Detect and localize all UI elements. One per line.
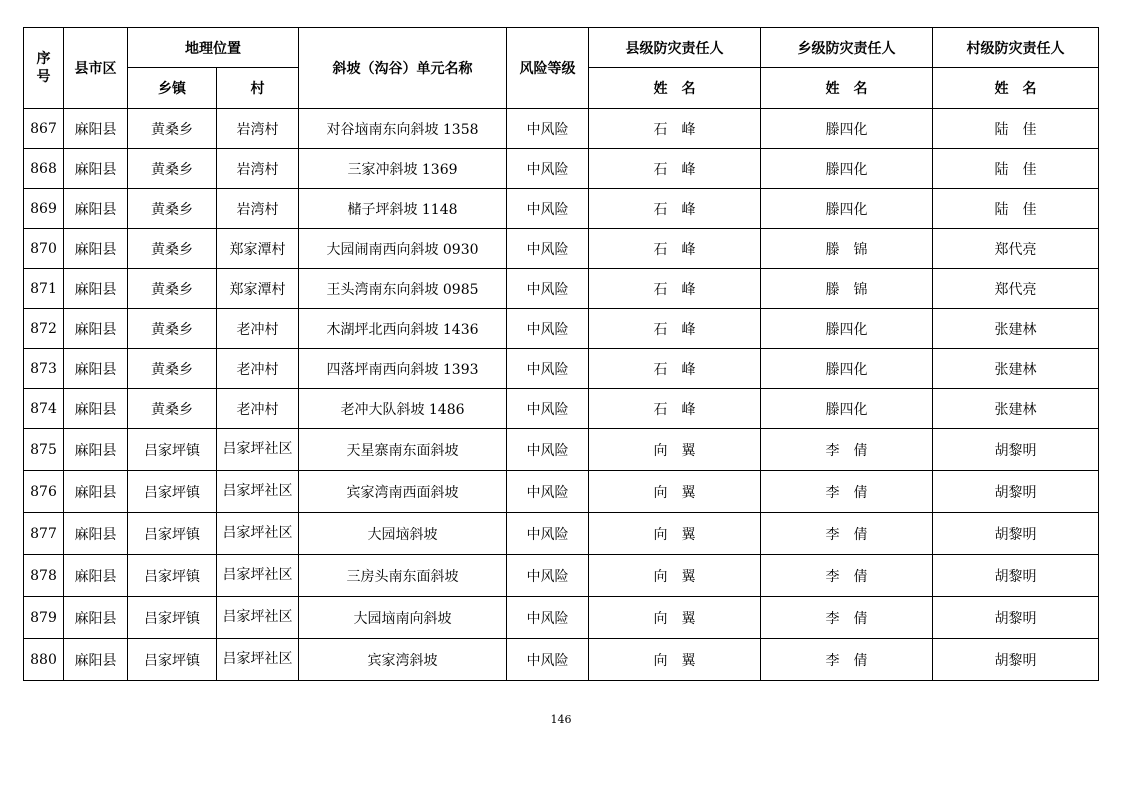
cell-village: 吕家坪社区 <box>217 471 299 513</box>
table-row <box>24 555 1099 597</box>
header-risk-level: 风险等级 <box>507 28 589 109</box>
cell-town: 黄桑乡 <box>128 349 217 389</box>
cell-town-person: 滕四化 <box>761 109 933 149</box>
cell-county: 麻阳县 <box>64 471 128 513</box>
cell-town: 吕家坪镇 <box>128 429 217 471</box>
cell-village: 吕家坪社区 <box>217 639 299 681</box>
cell-village: 郑家潭村 <box>217 269 299 309</box>
cell-no: 880 <box>24 639 64 681</box>
cell-town: 吕家坪镇 <box>128 471 217 513</box>
cell-village: 老冲村 <box>217 389 299 429</box>
cell-village-person: 陆 佳 <box>933 149 1099 189</box>
header-name-town: 姓 名 <box>761 68 933 109</box>
cell-town-person: 李 倩 <box>761 471 933 513</box>
cell-county-person: 石 峰 <box>589 189 761 229</box>
cell-county: 麻阳县 <box>64 189 128 229</box>
cell-village-person: 胡黎明 <box>933 597 1099 639</box>
cell-village-person: 胡黎明 <box>933 471 1099 513</box>
header-name-county: 姓 名 <box>589 68 761 109</box>
cell-county-person: 石 峰 <box>589 389 761 429</box>
table-row <box>24 149 1099 189</box>
cell-county-person: 石 峰 <box>589 269 761 309</box>
header-seq <box>24 28 64 109</box>
cell-village-person: 郑代亮 <box>933 229 1099 269</box>
cell-county-person: 向 翼 <box>589 513 761 555</box>
cell-slope: 四落坪南西向斜坡 1393 <box>299 349 507 389</box>
cell-county: 麻阳县 <box>64 389 128 429</box>
cell-no: 874 <box>24 389 64 429</box>
cell-town-person: 滕 锦 <box>761 269 933 309</box>
cell-no: 867 <box>24 109 64 149</box>
cell-no: 875 <box>24 429 64 471</box>
header-township: 乡镇 <box>128 68 217 109</box>
cell-slope: 三房头南东面斜坡 <box>299 555 507 597</box>
cell-county-person: 石 峰 <box>589 309 761 349</box>
cell-slope: 宾家湾南西面斜坡 <box>299 471 507 513</box>
cell-risk: 中风险 <box>507 389 589 429</box>
cell-town-person: 滕四化 <box>761 349 933 389</box>
cell-risk: 中风险 <box>507 109 589 149</box>
cell-town-person: 李 倩 <box>761 639 933 681</box>
cell-village: 老冲村 <box>217 349 299 389</box>
cell-no: 868 <box>24 149 64 189</box>
table-row <box>24 189 1099 229</box>
header-location: 地理位置 <box>128 28 299 68</box>
cell-slope: 宾家湾斜坡 <box>299 639 507 681</box>
cell-town-person: 滕四化 <box>761 189 933 229</box>
cell-town: 吕家坪镇 <box>128 555 217 597</box>
cell-town: 黄桑乡 <box>128 389 217 429</box>
page-number: 146 <box>550 713 572 726</box>
header-slope-name: 斜坡（沟谷）单元名称 <box>299 28 507 109</box>
cell-village-person: 郑代亮 <box>933 269 1099 309</box>
header-village: 村 <box>217 68 299 109</box>
header-name-village: 姓 名 <box>933 68 1099 109</box>
cell-village: 岩湾村 <box>217 109 299 149</box>
cell-county-person: 石 峰 <box>589 349 761 389</box>
cell-town-person: 李 倩 <box>761 597 933 639</box>
cell-slope: 槠子坪斜坡 1148 <box>299 189 507 229</box>
cell-no: 878 <box>24 555 64 597</box>
table-row <box>24 513 1099 555</box>
cell-county: 麻阳县 <box>64 639 128 681</box>
cell-village-person: 胡黎明 <box>933 513 1099 555</box>
cell-village-person: 胡黎明 <box>933 555 1099 597</box>
cell-town: 吕家坪镇 <box>128 639 217 681</box>
cell-town-person: 李 倩 <box>761 429 933 471</box>
cell-county: 麻阳县 <box>64 597 128 639</box>
cell-town: 黄桑乡 <box>128 189 217 229</box>
cell-village: 岩湾村 <box>217 149 299 189</box>
cell-county-person: 向 翼 <box>589 597 761 639</box>
cell-risk: 中风险 <box>507 309 589 349</box>
cell-slope: 天星寨南东面斜坡 <box>299 429 507 471</box>
cell-county: 麻阳县 <box>64 349 128 389</box>
cell-town-person: 滕 锦 <box>761 229 933 269</box>
cell-risk: 中风险 <box>507 513 589 555</box>
cell-slope: 三家冲斜坡 1369 <box>299 149 507 189</box>
table-row <box>24 309 1099 349</box>
cell-county-person: 向 翼 <box>589 639 761 681</box>
cell-village: 岩湾村 <box>217 189 299 229</box>
cell-village-person: 胡黎明 <box>933 639 1099 681</box>
cell-village-person: 张建林 <box>933 349 1099 389</box>
cell-town: 吕家坪镇 <box>128 597 217 639</box>
cell-town-person: 滕四化 <box>761 149 933 189</box>
header-village-resp: 村级防灾责任人 <box>933 28 1099 68</box>
cell-county-person: 向 翼 <box>589 471 761 513</box>
cell-town-person: 李 倩 <box>761 555 933 597</box>
cell-village-person: 陆 佳 <box>933 189 1099 229</box>
header-town-resp: 乡级防灾责任人 <box>761 28 933 68</box>
cell-risk: 中风险 <box>507 429 589 471</box>
header-seq-line2: 号 <box>36 69 51 85</box>
cell-risk: 中风险 <box>507 269 589 309</box>
table-row <box>24 269 1099 309</box>
cell-town: 黄桑乡 <box>128 309 217 349</box>
cell-no: 872 <box>24 309 64 349</box>
cell-town-person: 滕四化 <box>761 309 933 349</box>
cell-town: 黄桑乡 <box>128 109 217 149</box>
header-county-resp: 县级防灾责任人 <box>589 28 761 68</box>
cell-slope: 王头湾南东向斜坡 0985 <box>299 269 507 309</box>
cell-county: 麻阳县 <box>64 229 128 269</box>
cell-county: 麻阳县 <box>64 109 128 149</box>
cell-village: 吕家坪社区 <box>217 429 299 471</box>
cell-slope: 对谷垴南东向斜坡 1358 <box>299 109 507 149</box>
table-row <box>24 389 1099 429</box>
cell-town-person: 李 倩 <box>761 513 933 555</box>
table-body <box>24 109 1099 681</box>
cell-town: 吕家坪镇 <box>128 513 217 555</box>
cell-town: 黄桑乡 <box>128 149 217 189</box>
header-county: 县市区 <box>64 28 128 109</box>
table-row <box>24 639 1099 681</box>
cell-slope: 大园垴南向斜坡 <box>299 597 507 639</box>
cell-county-person: 石 峰 <box>589 229 761 269</box>
cell-county: 麻阳县 <box>64 555 128 597</box>
cell-county: 麻阳县 <box>64 269 128 309</box>
cell-no: 869 <box>24 189 64 229</box>
cell-no: 873 <box>24 349 64 389</box>
cell-town: 黄桑乡 <box>128 229 217 269</box>
cell-village-person: 胡黎明 <box>933 429 1099 471</box>
table-row <box>24 597 1099 639</box>
table-row <box>24 471 1099 513</box>
cell-village: 吕家坪社区 <box>217 597 299 639</box>
cell-risk: 中风险 <box>507 555 589 597</box>
cell-town: 黄桑乡 <box>128 269 217 309</box>
cell-no: 877 <box>24 513 64 555</box>
cell-county-person: 石 峰 <box>589 149 761 189</box>
cell-county-person: 向 翼 <box>589 555 761 597</box>
cell-risk: 中风险 <box>507 189 589 229</box>
cell-county: 麻阳县 <box>64 513 128 555</box>
cell-risk: 中风险 <box>507 149 589 189</box>
cell-village: 郑家潭村 <box>217 229 299 269</box>
cell-no: 876 <box>24 471 64 513</box>
table-row <box>24 229 1099 269</box>
cell-county-person: 向 翼 <box>589 429 761 471</box>
cell-no: 870 <box>24 229 64 269</box>
table-row <box>24 429 1099 471</box>
cell-risk: 中风险 <box>507 471 589 513</box>
cell-county: 麻阳县 <box>64 429 128 471</box>
cell-county-person: 石 峰 <box>589 109 761 149</box>
cell-slope: 大园闹南西向斜坡 0930 <box>299 229 507 269</box>
cell-slope: 木湖坪北西向斜坡 1436 <box>299 309 507 349</box>
table-row <box>24 109 1099 149</box>
cell-county: 麻阳县 <box>64 149 128 189</box>
cell-village: 吕家坪社区 <box>217 513 299 555</box>
cell-risk: 中风险 <box>507 639 589 681</box>
cell-town-person: 滕四化 <box>761 389 933 429</box>
cell-risk: 中风险 <box>507 597 589 639</box>
disaster-responsibility-table <box>23 27 1099 681</box>
cell-slope: 老冲大队斜坡 1486 <box>299 389 507 429</box>
cell-village-person: 张建林 <box>933 309 1099 349</box>
cell-village-person: 陆 佳 <box>933 109 1099 149</box>
cell-county: 麻阳县 <box>64 309 128 349</box>
cell-village: 老冲村 <box>217 309 299 349</box>
table-row <box>24 349 1099 389</box>
cell-risk: 中风险 <box>507 349 589 389</box>
cell-village: 吕家坪社区 <box>217 555 299 597</box>
cell-risk: 中风险 <box>507 229 589 269</box>
cell-no: 871 <box>24 269 64 309</box>
cell-no: 879 <box>24 597 64 639</box>
cell-slope: 大园垴斜坡 <box>299 513 507 555</box>
cell-village-person: 张建林 <box>933 389 1099 429</box>
header-seq-line1: 序 <box>36 51 51 67</box>
